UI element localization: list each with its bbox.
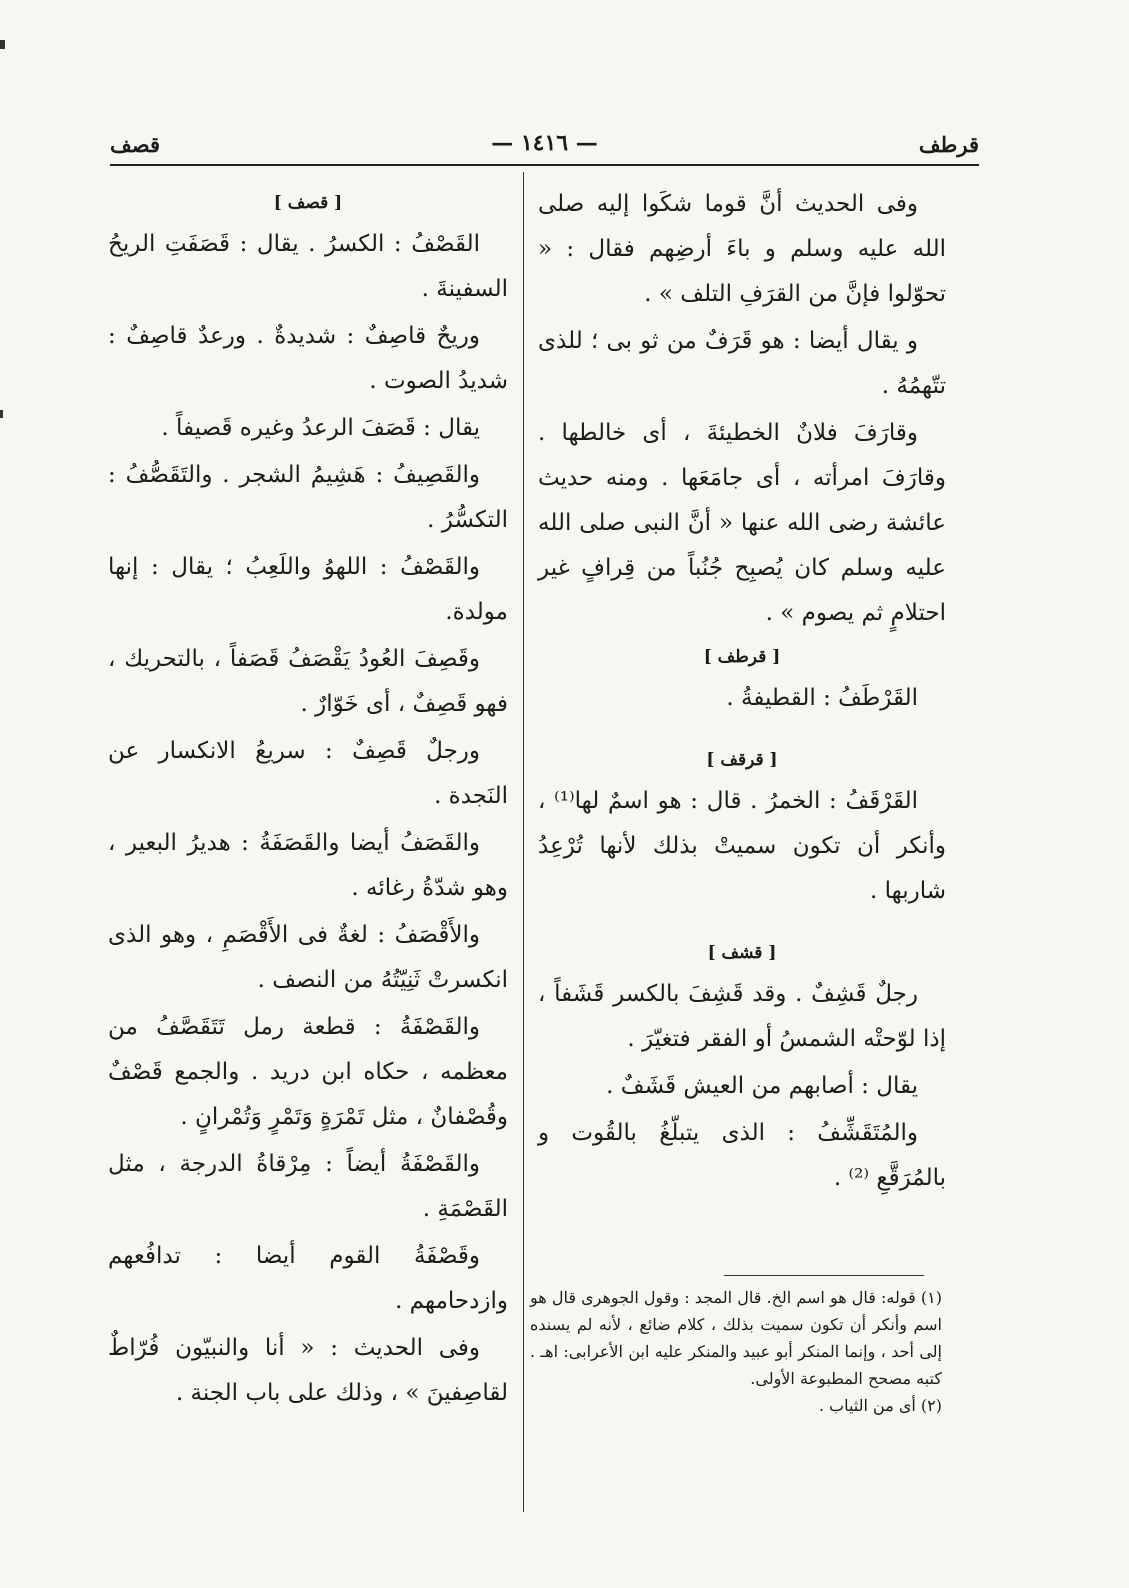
paragraph: والأَقْصَفُ : لغةٌ فى الأَقْصَمِ ، وهو الذى انكسرتْ ثَنِيّتُهُ من النصف . xyxy=(108,922,508,993)
paragraph: يقال : أصابهم من العيش قَشَفٌ . xyxy=(606,1073,918,1099)
paragraph: يقال : قَصَفَ الرعدُ وغيره قَصيفاً . xyxy=(161,415,480,441)
paragraph: وقَصِفَ العُودُ يَقْصَفُ قَصَفاً ، بالتحريك ، فهو قَصِفٌ ، أى خَوّارٌ . xyxy=(108,646,508,717)
entry-heading-qashaf: [ قشف ] xyxy=(707,943,777,963)
paragraph: والقَصْفَةُ أيضاً : مِرْقاةُ الدرجة ، مثل القَصْمَةِ . xyxy=(108,1151,508,1222)
paragraph: القَصْفُ : الكسرُ . يقال : قَصَفَتِ الريحُ السفينةَ . xyxy=(108,231,508,302)
paragraph: و يقال أيضا : هو قَرَفٌ من ثو بى ؛ للذى تتّهمُهُ . xyxy=(538,328,946,399)
paragraph: وقارَفَ فلانٌ الخطيئةَ ، أى خالطها . وقارَفَ امرأته ، أى جامَعَها . ومنه حديث عائشة رضى الله عنها « أنَّ النبى صلى الله عليه وسلم كان يُصبِح جُنُباً من قِرافٍ غير احتلامٍ ثم يصوم » . xyxy=(538,420,946,626)
right-column xyxy=(538,182,946,1203)
page-number: — ١٤١٦ — xyxy=(491,130,598,156)
paragraph: وريحٌ قاصِفٌ : شديدةٌ . ورعدٌ قاصِفٌ : شديدُ الصوت . xyxy=(108,323,508,394)
header-entry-left: قصف xyxy=(110,132,160,157)
paragraph: والقَصْفَةُ : قطعة رمل تَتَقَصَّفُ من معظمه ، حكاه ابن دريد . والجمع قَصْفٌ وقُصْفانٌ ، مثل تَمْرَةٍ وَتَمْرٍ وَتُمْرانٍ . xyxy=(108,1014,508,1130)
paragraph: وفى الحديث : « أنا والنبيّون فُرّاطٌ لقاصِفينَ » ، وذلك على باب الجنة . xyxy=(108,1335,508,1406)
entry-heading-qasaf: [ قصف ] xyxy=(273,193,343,213)
footnotes xyxy=(530,1284,942,1419)
entry-heading-qarqaf: [ قرقف ] xyxy=(706,750,778,770)
page-header xyxy=(110,130,979,164)
paragraph: رجلٌ قَشِفٌ . وقد قَشِفَ بالكسر قَشَفاً ، إذا لوّحتْه الشمسُ أو الفقر فتغيّرَ . xyxy=(538,981,946,1052)
paragraph: القَرْطَفُ : القطيفةُ . xyxy=(726,685,918,711)
scan-speck xyxy=(0,40,5,49)
paragraph: القَرْقَفُ : الخمرُ . قال : هو اسمٌ لها⁽¹⁾ ، وأنكر أن تكون سميتْ بذلك لأنها تُرْعِدُ شاربها . xyxy=(538,788,946,904)
header-rule xyxy=(110,164,979,166)
paragraph: والمُتَقَشِّفُ : الذى يتبلّغُ بالقُوت و بالمُرَقَّعِ ⁽²⁾ . xyxy=(538,1120,946,1191)
paragraph: وقَصْفَةُ القوم أيضا : تدافُعهم وازدحامهم . xyxy=(108,1243,508,1314)
header-entry-right: قرطف xyxy=(918,132,979,157)
left-column xyxy=(108,182,508,1418)
paragraph: والقَصَفُ أيضا والقَصَفَةُ : هديرُ البعير ، وهو شدّةُ رغائه . xyxy=(108,830,508,901)
paragraph: والقَصْفُ : اللهوُ واللَعِبُ ؛ يقال : إنها مولدة. xyxy=(108,554,508,625)
paragraph: وفى الحديث أنَّ قوما شكَوا إليه صلى الله عليه وسلم و باءَ أرضِهم فقال : « تحوّلوا فإنَّ من القرَفِ التلف » . xyxy=(538,191,946,307)
scan-speck xyxy=(0,410,3,418)
paragraph: والقَصِيفُ : هَشِيمُ الشجر . والتَقَصُّفُ : التكسُّرُ . xyxy=(108,462,508,533)
column-divider xyxy=(523,172,524,1512)
paragraph: ورجلٌ قَصِفٌ : سريعُ الانكسار عن النَجدة . xyxy=(108,738,508,809)
entry-heading-qurtaf: [ قرطف ] xyxy=(703,647,781,667)
footnote-rule xyxy=(724,1275,924,1276)
footnote: (٢) أى من الثياب . xyxy=(818,1396,942,1415)
footnote: (١) قوله: قال هو اسم الخ. قال المجد : وقول الجوهرى قال هو اسم وأنكر أن تكون سميت بذلك ، كلام ضائع ، لأنه لم يسنده إلى أحد ، وإنما المنكر أبو عبيد والمنكر عليه ابن الأعرابى: اهـ . كتبه مصحح المطبوعة الأولى. xyxy=(530,1288,942,1388)
